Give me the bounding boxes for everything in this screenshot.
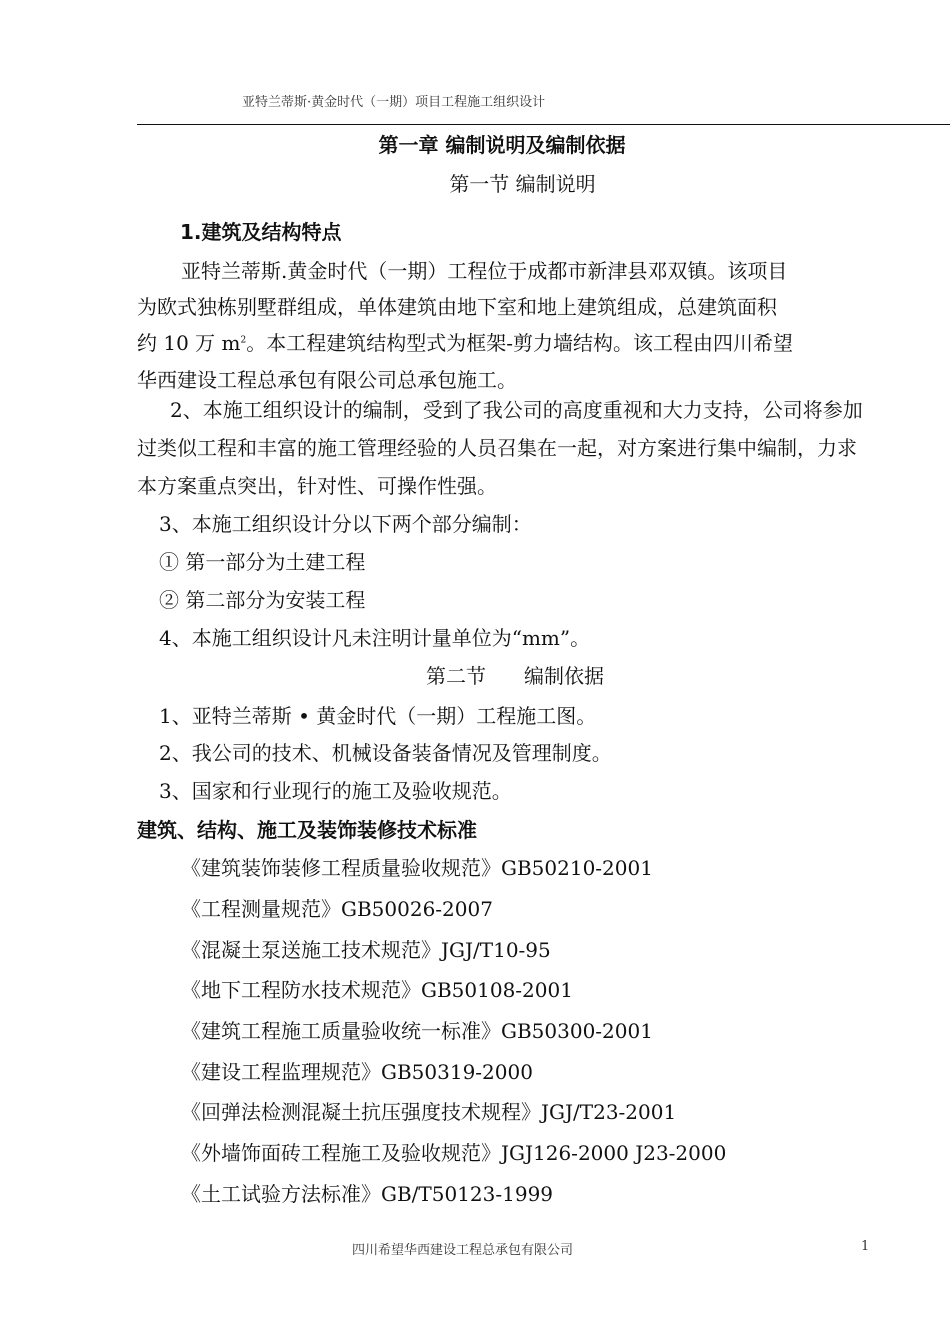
list-item: 2、我公司的技术、机械设备装备情况及管理制度。 — [159, 741, 612, 765]
structure-text: 。本工程建筑结构型式为框架-剪力墙结构。该工程由四川希望 — [246, 331, 793, 355]
list-item: 3、国家和行业现行的施工及验收规范。 — [159, 779, 512, 803]
paragraph-line: 过类似工程和丰富的施工管理经验的人员召集在一起，对方案进行集中编制，力求 — [137, 436, 857, 460]
paragraph-line: 华西建设工程总承包有限公司总承包施工。 — [137, 368, 517, 392]
page-number: 1 — [861, 1239, 870, 1254]
standard-item: 《建筑工程施工质量验收统一标准》GB50300-2001 — [181, 1019, 653, 1043]
list-item: 4、本施工组织设计凡未注明计量单位为“mm”。 — [159, 626, 591, 650]
superscript: 2 — [240, 335, 247, 346]
standard-item: 《土工试验方法标准》GB/T50123-1999 — [181, 1182, 554, 1206]
standard-item: 《地下工程防水技术规范》GB50108-2001 — [181, 978, 573, 1002]
list-item: ① 第一部分为土建工程 — [159, 550, 366, 574]
list-item: 3、本施工组织设计分以下两个部分编制： — [159, 512, 532, 536]
paragraph-line: 2、本施工组织设计的编制，受到了我公司的高度重视和大力支持，公司将参加 — [170, 398, 863, 422]
standards-heading: 建筑、结构、施工及装饰装修技术标准 — [137, 818, 477, 842]
standard-item: 《工程测量规范》GB50026-2007 — [181, 897, 493, 921]
chapter-title: 第一章 编制说明及编制依据 — [378, 133, 626, 157]
paragraph-line: 亚特兰蒂斯.黄金时代（一期）工程位于成都市新津县邓双镇。该项目 — [181, 259, 788, 283]
paragraph-line: 为欧式独栋别墅群组成，单体建筑由地下室和地上建筑组成，总建筑面积 — [137, 295, 777, 319]
list-item: 1、亚特兰蒂斯 • 黄金时代（一期）工程施工图。 — [159, 704, 597, 728]
standard-item: 《建筑装饰装修工程质量验收规范》GB50210-2001 — [181, 856, 653, 880]
list-item: ② 第二部分为安装工程 — [159, 588, 366, 612]
page-footer: 四川希望华西建设工程总承包有限公司 — [352, 1243, 574, 1258]
section-2-title — [426, 660, 604, 689]
section-1-title: 第一节 编制说明 — [449, 172, 596, 196]
section-2-number: 第二节 — [426, 664, 486, 688]
standard-item: 《混凝土泵送施工技术规范》JGJ/T10-95 — [181, 938, 551, 962]
standard-item: 《建设工程监理规范》GB50319-2000 — [181, 1060, 533, 1084]
paragraph-line: 本方案重点突出，针对性、可操作性强。 — [137, 474, 497, 498]
heading-building-structure: 1.建筑及结构特点 — [180, 220, 342, 244]
area-text: 约 10 万 m — [137, 331, 241, 355]
section-2-name: 编制依据 — [524, 664, 604, 688]
standard-item: 《外墙饰面砖工程施工及验收规范》JGJ126-2000 J23-2000 — [181, 1141, 727, 1165]
header-rule — [137, 124, 950, 125]
page-header: 亚特兰蒂斯·黄金时代（一期）项目工程施工组织设计 — [242, 95, 546, 110]
paragraph-line — [137, 327, 793, 356]
standard-item: 《回弹法检测混凝土抗压强度技术规程》JGJ/T23-2001 — [181, 1100, 677, 1124]
